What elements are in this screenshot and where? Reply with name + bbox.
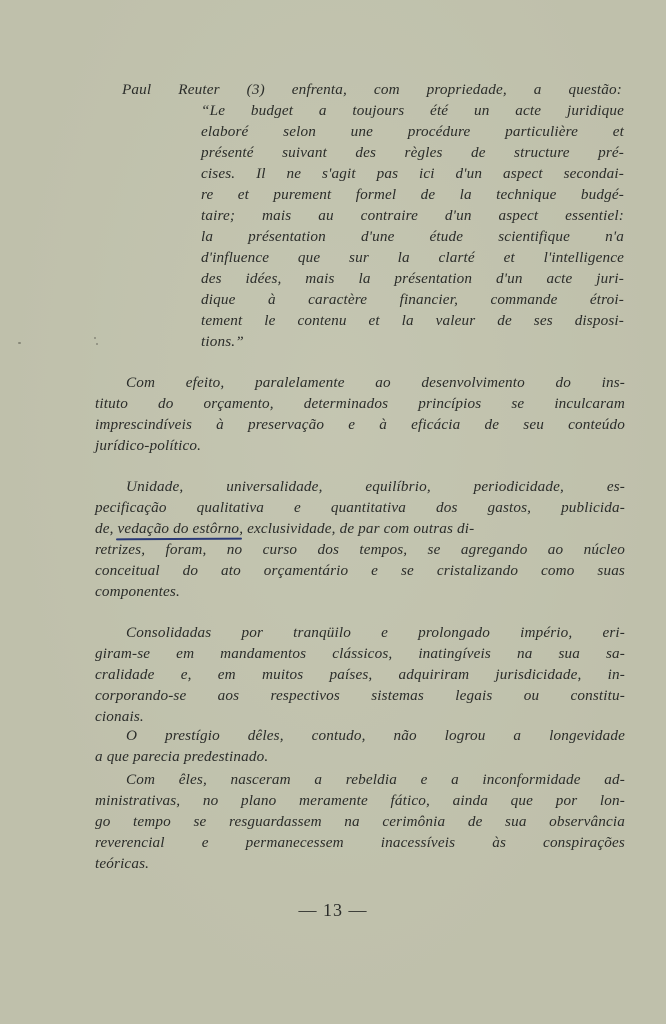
paragraph-line: Consolidadas por tranqüilo e prolongado império, eri- [126, 624, 625, 641]
paragraph-line: giram-se em mandamentos clássicos, inatingíveis na sua sa- [95, 645, 625, 662]
paragraph-line: de, vedação do estôrno, exclusividade, de par com outras di- [95, 520, 475, 537]
paragraph-line: teóricas. [95, 855, 150, 872]
paragraph-line: a que parecia predestinado. [95, 748, 269, 765]
paragraph-line: conceitual do ato orçamentário e se cristalizando como suas [95, 562, 625, 579]
quote-line: cises. Il ne s'agit pas ici d'un aspect secondai- [201, 165, 624, 182]
quote-line: taire; mais au contraire d'un aspect essentiel: [201, 207, 624, 224]
paragraph-line: Com êles, nasceram a rebeldia e a inconformidade ad- [126, 771, 625, 788]
quote-line: présenté suivant des règles de structure pré- [201, 144, 624, 161]
paragraph-line: corporando-se aos respectivos sistemas legais ou constitu- [95, 687, 625, 704]
underlined-phrase: vedação do estôrno [117, 520, 240, 537]
quote-line: “Le budget a toujours été un acte juridique [201, 102, 624, 119]
paragraph-line: retrizes, foram, no curso dos tempos, se agregando ao núcleo [95, 541, 625, 558]
quote-line: re et purement formel de la technique budgé- [201, 186, 624, 203]
quote-line: tions.” [201, 333, 244, 350]
paragraph-line: ministrativas, no plano meramente fático, ainda que por lon- [95, 792, 625, 809]
paragraph-line: pecificação qualitativa e quantitativa dos gastos, publicida- [95, 499, 625, 516]
intro-line: Paul Reuter (3) enfrenta, com propriedade, a questão: [122, 81, 622, 98]
paragraph-line: Com efeito, paralelamente ao desenvolvimento do ins- [126, 374, 625, 391]
quote-line: des idées, mais la présentation d'un acte juri- [201, 270, 624, 287]
scan-speck [94, 337, 96, 339]
scan-speck [18, 342, 21, 344]
paragraph-line: jurídico-político. [95, 437, 202, 454]
page-number: — 13 — [298, 900, 368, 920]
paragraph-line: cionais. [95, 708, 144, 725]
paragraph-line: reverencial e permanecessem inacessíveis às conspirações [95, 834, 625, 851]
paragraph-line: tituto do orçamento, determinados princípios se inculcaram [95, 395, 625, 412]
paragraph-line: O prestígio dêles, contudo, não logrou a longevidade [126, 727, 625, 744]
paragraph-line: cralidade e, em muitos países, adquiriram jurisdicidade, in- [95, 666, 625, 683]
quote-line: la présentation d'une étude scientifique n'a [201, 228, 624, 245]
paragraph-line: Unidade, universalidade, equilíbrio, periodicidade, es- [126, 478, 625, 495]
paragraph-line: componentes. [95, 583, 180, 600]
quote-line: dique à caractère financier, commande étroi- [201, 291, 624, 308]
paragraph-line: imprescindíveis à preservação e à eficácia de seu conteúdo [95, 416, 625, 433]
quote-line: tement le contenu et la valeur de ses disposi- [201, 312, 624, 329]
quote-line: elaboré selon une procédure particulière et [201, 123, 624, 140]
paragraph-line: go tempo se resguardassem na cerimônia de sua observância [95, 813, 625, 830]
scan-speck [96, 343, 98, 345]
quote-line: d'influence que sur la clarté et l'intelligence [201, 249, 624, 266]
